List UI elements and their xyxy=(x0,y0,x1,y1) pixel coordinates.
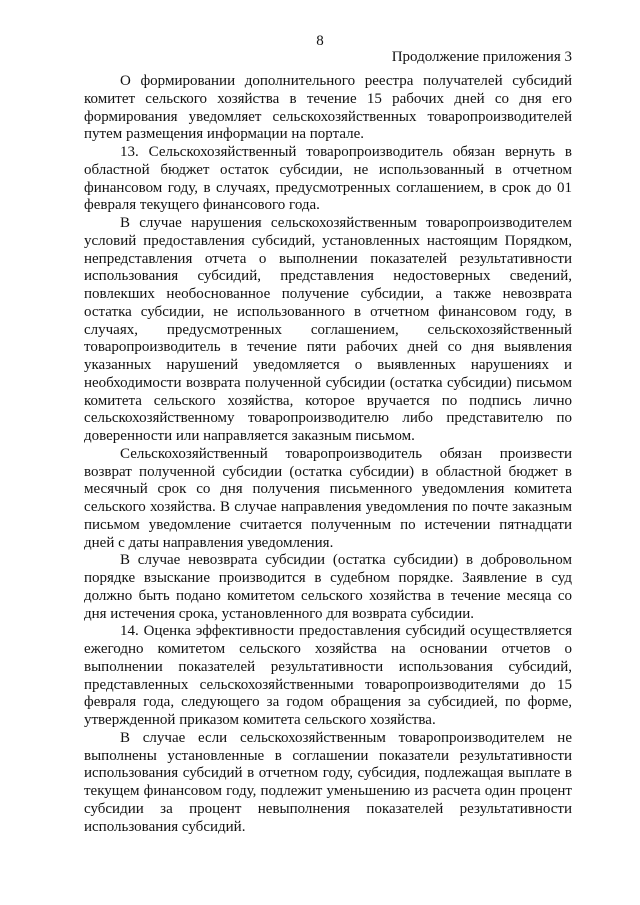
paragraph-violation-notice: В случае нарушения сельскохозяйственным товаропроизводителем условий предоставления субсидий, установленных настоящим Порядком, непредставления отчета о выполнении показателей результативности использования субсидий, представления недостоверных сведений, повлекших необоснованное получение субсидии, а также невозврата остатка субсидии, не использованного в отчетном финансовом году, в случаях, предусмотренных соглашением, сельскохозяйственный товаропроизводитель в течение пяти рабочих дней со дня выявления указанных нарушений уведомляется о выявленных нарушениях и необходимости возврата полученной субсидии (остатка субсидии) письмом комитета сельского хозяйства, которое вручается по подпись лично сельскохозяйственному товаропроизводителю либо представителю по доверенности или направляется заказным письмом. xyxy=(84,215,572,444)
paragraph-return-deadline: Сельскохозяйственный товаропроизводитель обязан произвести возврат полученной субсидии (остатка субсидии) в областной бюджет в месячный срок со дня получения письменного уведомления комитета сельского хозяйства. В случае направления уведомления по почте заказным письмом уведомление считается полученным по истечении пятнадцати дней с даты направления уведомления. xyxy=(84,445,572,551)
page-number: 8 xyxy=(316,33,324,49)
appendix-continuation-note: Продолжение приложения 3 xyxy=(391,49,572,65)
paragraph-14-efficiency-evaluation: 14. Оценка эффективности предоставления субсидий осуществляется ежегодно комитетом сельского хозяйства на основании отчетов о выполнении показателей результативности использования субсидий, представленных сельскохозяйственными товаропроизводителями до 15 февраля года, следующего за годом обращения за субсидией, по форме, утвержденной приказом комитета сельского хозяйства. xyxy=(84,623,572,728)
paragraph-court-recovery: В случае невозврата субсидии (остатка субсидии) в добровольном порядке взыскание производится в судебном порядке. Заявление в суд должно быть подано комитетом сельского хозяйства в течение месяца со дня истечения срока, установленного для возврата субсидии. xyxy=(84,552,572,622)
paragraph-13-return-remainder: 13. Сельскохозяйственный товаропроизводитель обязан вернуть в областной бюджет остаток субсидии, не использованный в отчетном финансовом году, в случаях, предусмотренных соглашением, в срок до 01 февраля текущего финансового года. xyxy=(84,144,572,214)
paragraph-subsidy-reduction: В случае если сельскохозяйственным товаропроизводителем не выполнены установленные в соглашении показатели результативности использования субсидий в отчетном году, субсидия, подлежащая выплате в текущем финансовом году, подлежит уменьшению из расчета один процент субсидии за процент невыполнения показателей результативности использования субсидий. xyxy=(84,729,572,835)
document-body xyxy=(84,73,572,836)
paragraph-additional-registry: О формировании дополнительного реестра получателей субсидий комитет сельского хозяйства в течение 15 рабочих дней со дня его формирования уведомляет сельскохозяйственных товаропроизводителей путем размещения информации на портале. xyxy=(84,73,572,143)
